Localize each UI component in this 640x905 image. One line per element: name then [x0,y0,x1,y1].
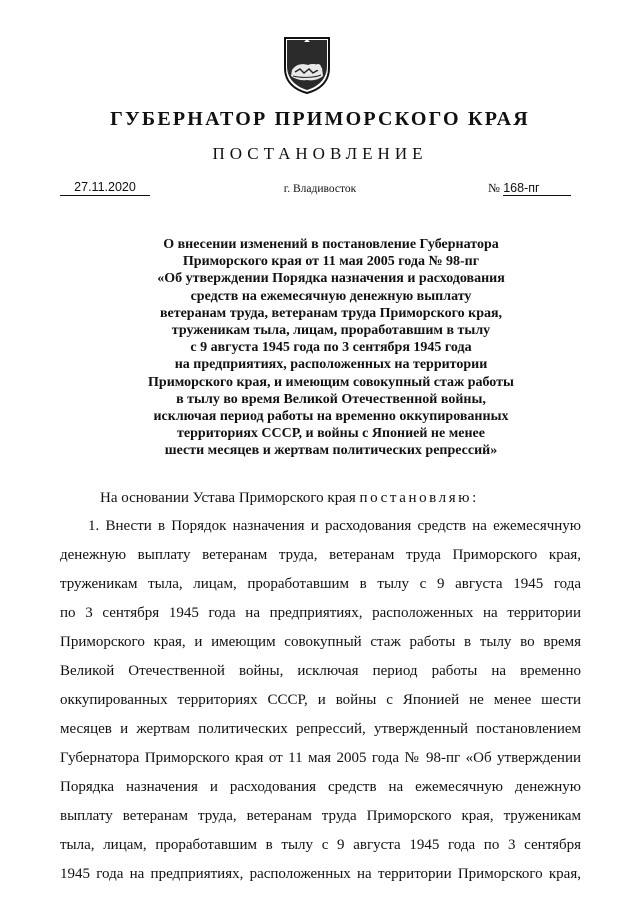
subject-line: на предприятиях, расположенных на территории [174,357,488,373]
subject-line: средств на ежемесячную денежную выплату [190,288,472,304]
body-line: Губернатора Приморского края от 11 мая 2005 года № 98-пг «Об утверждении [60,750,581,766]
body-line: тыла, лицам, проработавшим в тылу с 9 августа 1945 года по 3 сентября [60,837,581,853]
decree-date: 27.11.2020 [60,180,150,196]
number-value: 168-пг [503,181,571,196]
body-line: труженикам тыла, лицам, проработавшим в тылу с 9 августа 1945 года [60,576,581,592]
body-line: 1945 года на предприятиях, расположенных на территории Приморского края, [60,866,581,882]
intro-text: На основании Устава Приморского края [100,490,360,506]
subject-line: Приморского края, и имеющим совокупный стаж работы [148,374,514,390]
subject-line: шести месяцев и жертвам политических репрессий» [164,443,498,459]
subject-line: территориях СССР, и войны с Японией не менее [177,426,485,442]
subject-line: ветеранам труда, ветеранам труда Приморского края, [159,305,503,321]
body-line: месяцев и жертвам политических репрессий, утвержденный постановлением [60,721,581,737]
governor-title: ГУБЕРНАТОР ПРИМОРСКОГО КРАЯ [110,108,530,130]
subject-line: Приморского края от 11 мая 2005 года № 98-пг [182,254,480,270]
subject-line: О внесении изменений в постановление Губернатора [163,237,499,252]
subject-line: с 9 августа 1945 года по 3 сентября 1945 года [190,340,472,356]
body-line: выплату ветеранам труда, ветеранам труда Приморского края, труженикам [60,808,581,824]
body-line: Порядка назначения и расходования средств на ежемесячную денежную [60,779,581,795]
body-line: Великой Отечественной войны, исключая период работы на временно [60,663,581,679]
decree-number [488,180,571,196]
body-line: по 3 сентября 1945 года на предприятиях, расположенных на территории [60,605,581,621]
intro-paragraph [100,490,476,507]
body-line: денежную выплату ветеранам труда, ветеранам труда Приморского края, [60,547,581,563]
subject-line: в тылу во время Великой Отечественной войны, [176,391,486,407]
coat-of-arms-icon [282,36,332,94]
intro-decree-word: постановляю [359,490,473,506]
body-line: оккупированных территориях СССР, и войны с Японией не менее шести [60,692,581,708]
decree-city: г. Владивосток [283,183,357,195]
number-sign: № [488,181,500,195]
decree-heading: ПОСТАНОВЛЕНИЕ [212,144,428,163]
subject-line: «Об утверждении Порядка назначения и расходования [157,271,505,287]
subject-line: труженикам тыла, лицам, проработавшим в тылу [171,323,491,339]
subject-line: исключая период работы на временно оккупированных [153,409,509,425]
body-line: Приморского края, и имеющим совокупный стаж работы в тылу во время [60,634,581,650]
intro-colon: : [472,490,477,506]
body-line: 1. Внести в Порядок назначения и расходования средств на ежемесячную [88,518,581,534]
decree-subject [84,236,578,460]
